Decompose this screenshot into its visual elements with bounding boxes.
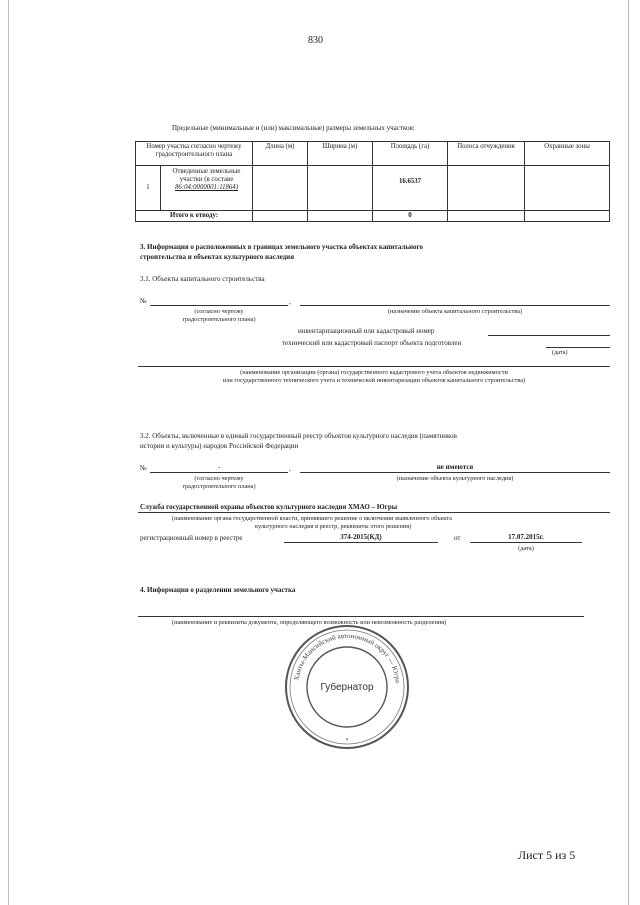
authority-line [138, 512, 610, 513]
registry-from: от [454, 534, 461, 542]
row-zones [525, 166, 610, 211]
seal-center-text: Губернатор [320, 682, 374, 693]
table-header-cell: Полоса отчуждения [448, 142, 525, 166]
table-header-row [136, 142, 610, 166]
right-scan-edge [628, 0, 629, 905]
total-value: 0 [373, 211, 448, 222]
drawing-caption-2a: (согласно чертежу [194, 475, 244, 482]
table-cell [253, 211, 308, 222]
authority-caption-1: (наименование органа государственной власти, принявшего решение о включении выявленного объекта [172, 515, 452, 522]
organization-line [138, 366, 610, 367]
passport-label: технический или кадастровый паспорт объекта подготовлен [282, 339, 462, 347]
section3-1-heading: 3.1. Объекты капитального строительства [140, 275, 265, 283]
registry-number-line [284, 542, 438, 543]
purpose-line-2 [300, 472, 610, 473]
row-strip [448, 166, 525, 211]
heritage-purpose-value: не имеются [436, 463, 474, 471]
row-length [253, 166, 308, 211]
table-header-cell: Длина (м) [253, 142, 308, 166]
drawing-number-value: - [217, 463, 221, 471]
comma-1: , [289, 298, 291, 306]
section4-caption: (наименование и реквизиты документа, определяющего возможность или невозможность разделения) [172, 619, 447, 626]
section4-title: 4. Информация о разделении земельного участка [140, 586, 296, 594]
purpose-caption-1: (назначение объекта капитального строительства) [387, 308, 523, 315]
organization-caption-1: (наименование организации (органа) государственного кадастрового учета объектов недвижимости [240, 369, 508, 376]
table-cell [448, 211, 525, 222]
drawing-number-line-1 [150, 305, 288, 306]
registry-date-caption: (дата) [518, 545, 534, 552]
row-number: 1 [136, 166, 161, 210]
table-total-row [136, 211, 610, 222]
no-label-1: № [140, 297, 147, 305]
table-header-cell: Ширина (м) [308, 142, 373, 166]
drawing-number-line-2 [150, 472, 288, 473]
authority-name: Служба государственной охраны объектов культурного наследия ХМАО – Югры [140, 503, 398, 511]
purpose-caption-2: (назначение объекта культурного наследия) [396, 475, 514, 482]
sheet-label: Лист 5 из 5 [518, 848, 576, 862]
table-caption: Предельные (минимальные и (или) максимальные) размеры земельных участков: [172, 124, 415, 132]
row-description [161, 166, 252, 210]
table-cell [525, 211, 610, 222]
organization-caption-2: или государственного технического учета и технической инвентаризации объектов капитального строительства) [222, 377, 526, 384]
section3-title-2: строительства и объектах культурного наследия [140, 253, 295, 261]
inventory-line [488, 335, 610, 336]
page-number: 830 [308, 35, 323, 46]
drawing-caption-1a: (согласно чертежу [194, 308, 244, 315]
size-table [135, 141, 610, 222]
table-header-cell: Номер участка согласно чертежу градостроительного плана [136, 142, 253, 166]
purpose-line-1 [300, 305, 610, 306]
registry-number: 374-2015(КД) [340, 533, 382, 541]
drawing-caption-1b: градостроительного плана) [182, 316, 256, 323]
section3-2-heading-1: 3.2. Объекты, включенные в единый государственный реестр объектов культурного наследия (памятников [140, 432, 457, 440]
seal-ring-text: Ханты-Мансийский автономный округ — Югра [292, 631, 402, 684]
governor-seal [282, 622, 412, 752]
cadastral-number: 86:04:0000001:11864) [175, 184, 238, 191]
authority-caption-2: культурного наследия в реестр, реквизиты этого решения) [255, 523, 412, 530]
row-width [308, 166, 373, 211]
table-header-cell: Площадь (га) [373, 142, 448, 166]
drawing-caption-2b: градостроительного плана) [182, 483, 256, 490]
table-header-cell: Охранные зоны [525, 142, 610, 166]
section4-line [138, 616, 584, 617]
comma-2: , [289, 465, 291, 473]
passport-date-line [546, 347, 610, 348]
left-scan-edge [8, 0, 9, 905]
table-row [136, 166, 610, 211]
total-label: Итого к отводу: [136, 211, 253, 222]
registry-date: 17.07.2015г. [508, 533, 544, 541]
row-area: 16.6537 [373, 166, 448, 211]
inventory-label: инвентаризационный или кадастровый номер [298, 327, 435, 335]
seal-star-mark: * [345, 738, 349, 744]
passport-date-caption: (дата) [552, 349, 568, 356]
no-label-2: № [140, 464, 147, 472]
registry-date-line [470, 542, 582, 543]
section3-title-1: 3. Информация о расположенных в границах земельного участка объектах капитального [140, 243, 424, 251]
section3-2-heading-2: истории и культуры) народов Российской Федерации [140, 442, 299, 450]
registry-label: регистрационный номер в реестре [140, 534, 243, 542]
table-cell [308, 211, 373, 222]
table-cell [136, 166, 253, 211]
row-desc-line1: Отведенные земельные участки (в составе [172, 168, 241, 183]
